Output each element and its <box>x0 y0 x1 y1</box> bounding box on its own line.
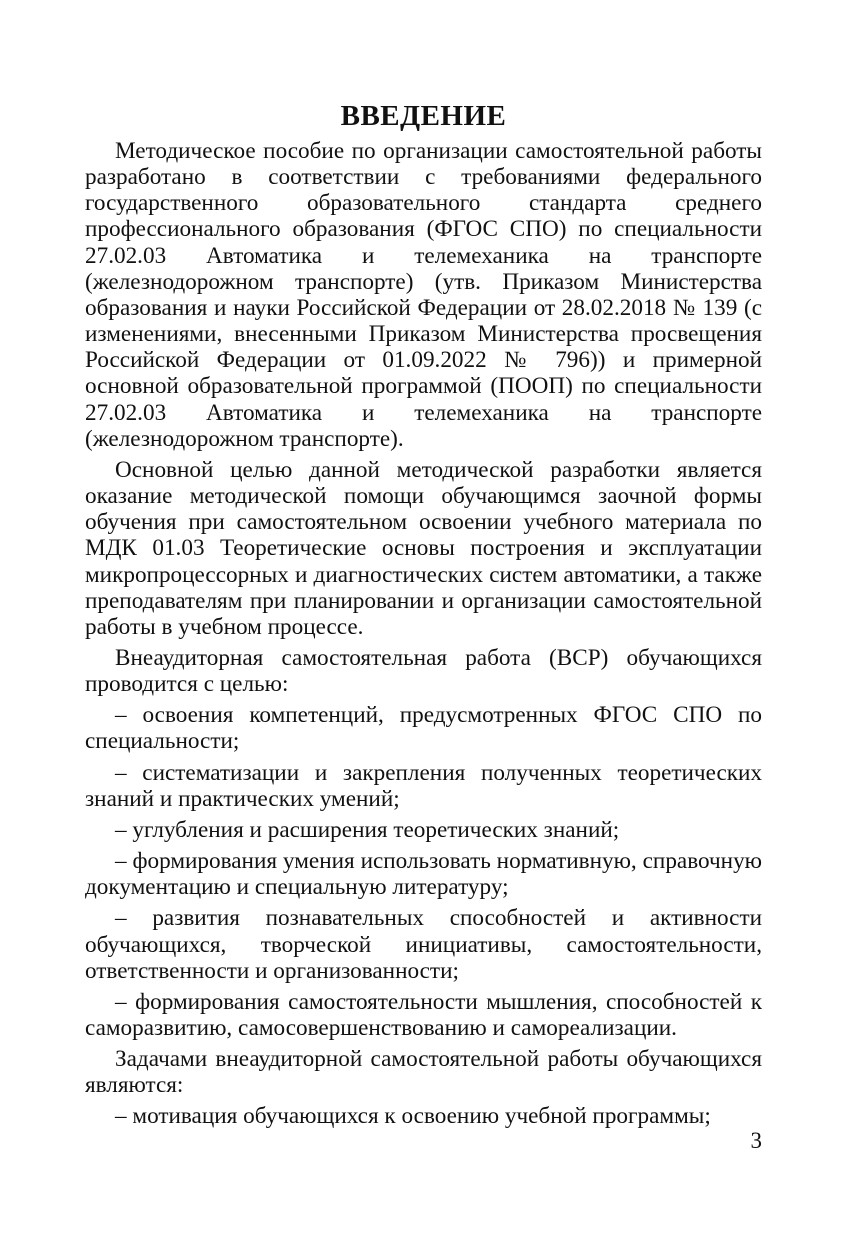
list-item: – мотивация обучающихся к освоению учебной программы; <box>115 1103 711 1130</box>
list-item: – углубления и расширения теоретических знаний; <box>115 816 620 843</box>
list-item: – формирования умения использовать нормативную, справочную документацию и специальную литературу; <box>85 848 762 901</box>
page-number: 3 <box>750 1128 762 1153</box>
paragraph-vsr: Внеаудиторная самостоятельная работа (ВСР) обучающихся проводится с целью: <box>85 644 762 698</box>
list-item: – освоения компетенций, предусмотренных ФГОС СПО по специальности; <box>85 702 762 755</box>
section-title: ВВЕДЕНИЕ <box>340 100 507 132</box>
paragraph-goal: Основной целью данной методической разработки является оказание методической помощи обучающимся заочной формы обучения при самостоятельном освоении учебного материала по МДК 01.03 Теоретические основы построения и эксплуатации микропроцессорных и диагностических систем автоматики, а также преподавателям при планировании и организации самостоятельной работы в учебном процессе. <box>85 456 762 640</box>
list-item: – формирования самостоятельности мышления, способностей к саморазвитию, самосовершенствованию и самореализации. <box>85 988 762 1041</box>
list-item: – развития познавательных способностей и активности обучающихся, творческой инициативы, самостоятельности, ответственности и организованности; <box>85 905 762 984</box>
document-page <box>85 96 762 1130</box>
paragraph-tasks: Задачами внеаудиторной самостоятельной работы обучающихся являются: <box>85 1046 762 1099</box>
list-item: – систематизации и закрепления полученных теоретических знаний и практических умений; <box>85 759 762 812</box>
paragraph-intro: Методическое пособие по организации самостоятельной работы разработано в соответствии с требованиями федерального государственного образовательного стандарта среднего профессионального образования (ФГОС СПО) по специальности 27.02.03 Автоматика и телемеханика на транспорте (железнодорожном транспорте) (утв. Приказом Министерства образования и науки Российской Федерации от 28.02.2018 № 139 (с изменениями, внесенными Приказом Министерства просвещения Российской Федерации от 01.09.2022 № 796)) и примерной основной образовательной программой (ПООП) по специальности 27.02.03 Автоматика и телемеханика на транспорте (железнодорожном транспорте). <box>85 138 762 452</box>
